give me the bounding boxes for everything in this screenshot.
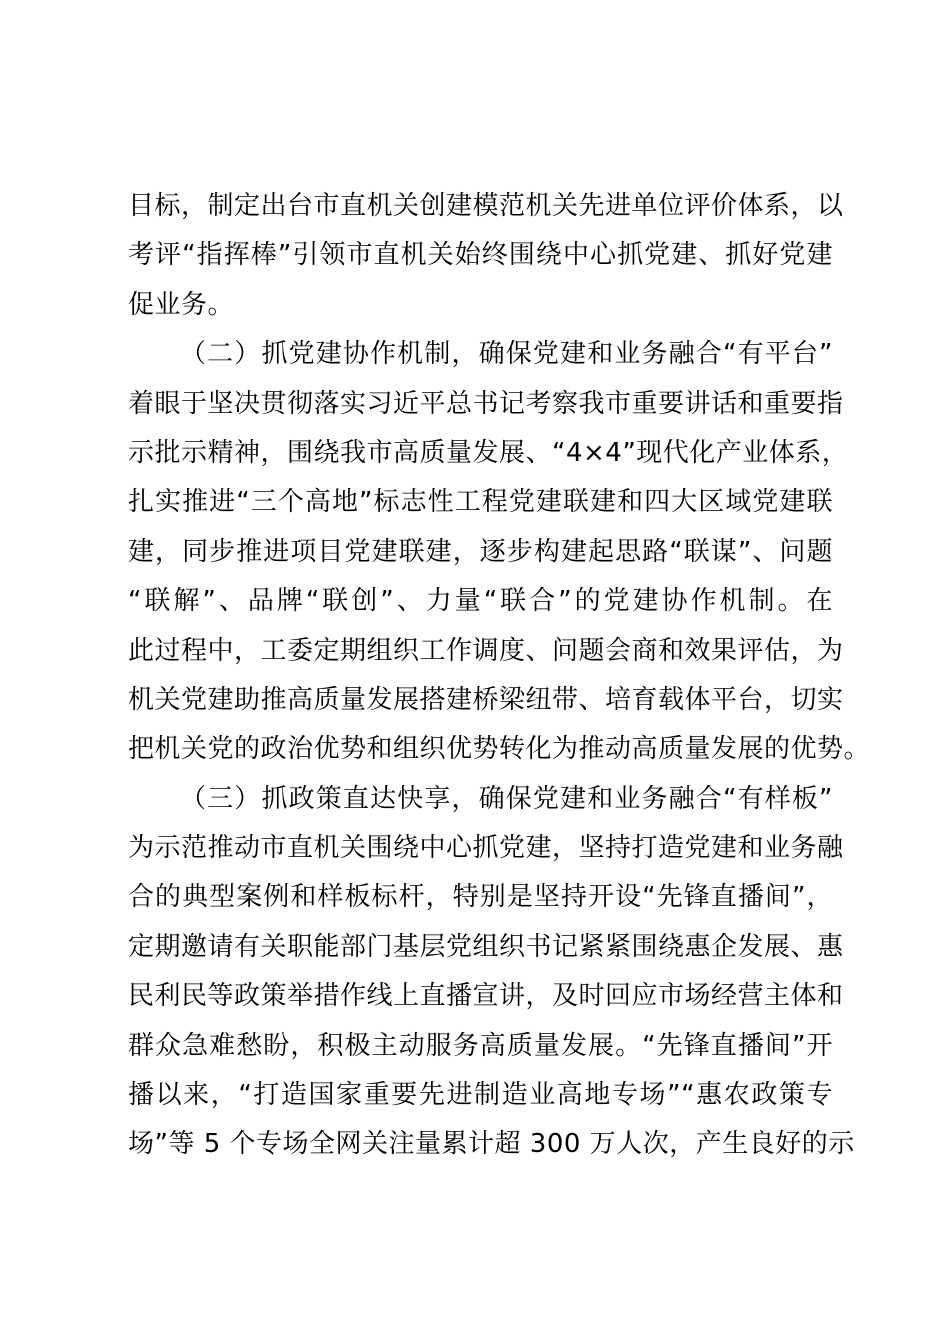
text-line: 定期邀请有关职能部门基层党组织书记紧紧围绕惠企发展、惠: [128, 931, 844, 962]
text-line: 为示范推动市直机关围绕中心抓党建，坚持打造党建和业务融: [128, 833, 844, 864]
text-line: 场”等 5 个专场全网关注量累计超 300 万人次，产生良好的示: [128, 1129, 855, 1160]
text-line: 考评“指挥棒”引领市直机关始终围绕中心抓党建、抓好党建: [128, 240, 833, 271]
text-line: 播以来，“打造国家重要先进制造业高地专场”“惠农政策专: [128, 1080, 833, 1111]
text-line: 着眼于坚决贯彻落实习近平总书记考察我市重要讲话和重要指: [128, 388, 844, 419]
text-line: 扎实推进“三个高地”标志性工程党建联建和四大区域党建联: [128, 487, 833, 518]
text-line: 群众急难愁盼，积极主动服务高质量发展。“先锋直播间”开: [128, 1030, 833, 1061]
text-line: 促业务。: [128, 289, 235, 320]
body-text: [128, 182, 871, 1170]
text-line: “联解”、品牌“联创”、力量“联合”的党建协作机制。在: [128, 586, 833, 617]
text-line: 合的典型案例和样板标杆，特别是坚持开设“先锋直播间”，: [128, 882, 833, 913]
text-line: 示批示精神，围绕我市高质量发展、“4×4”现代化产业体系，: [128, 437, 849, 468]
text-line: 机关党建助推高质量发展搭建桥梁纽带、培育载体平台，切实: [128, 684, 844, 715]
text-line: 把机关党的政治优势和组织优势转化为推动高质量发展的优势。: [128, 734, 871, 765]
text-line: 目标，制定出台市直机关创建模范机关先进单位评价体系，以: [128, 191, 844, 221]
text-line: 民利民等政策举措作线上直播宣讲，及时回应市场经营主体和: [128, 981, 844, 1012]
section-heading: （三）抓政策直达快享，确保党建和业务融合“有样板”: [180, 783, 833, 814]
text-line: 此过程中，工委定期组织工作调度、问题会商和效果评估，为: [128, 635, 844, 666]
text-line: 建，同步推进项目党建联建，逐步构建起思路“联谋”、问题: [128, 536, 833, 567]
section-heading: （二）抓党建协作机制，确保党建和业务融合“有平台”: [180, 339, 833, 370]
